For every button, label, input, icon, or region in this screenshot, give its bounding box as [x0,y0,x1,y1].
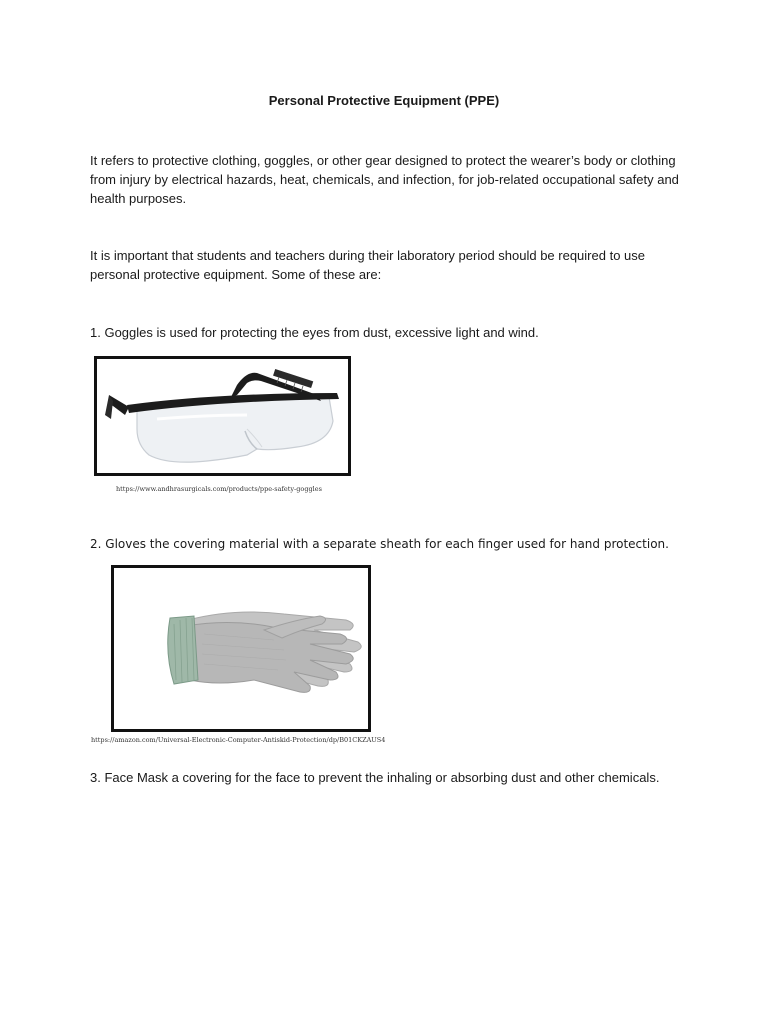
safety-goggles-illustration [97,359,348,473]
importance-paragraph: It is important that students and teachers during their laboratory period should be required to use personal protective equipment. Some of these are: [90,248,645,282]
gloves-caption: https://amazon.com/Universal-Electronic-Computer-Antiskid-Protection/dp/B01CKZAUS4 [91,736,386,744]
goggles-caption: https://www.andhrasurgicals.com/products/ppe-safety-goggles [116,485,322,493]
page-title: Personal Protective Equipment (PPE) [268,93,500,108]
gloves-image [111,565,371,732]
glove-illustration [114,568,368,729]
intro-paragraph: It refers to protective clothing, goggles, or other gear designed to protect the wearer’s body or clothing from injury by electrical hazards, heat, chemicals, and infection, for job-related occupational safety and health purposes. [90,153,679,206]
face-mask-item: 3. Face Mask a covering for the face to prevent the inhaling or absorbing dust and other chemicals. [90,770,660,785]
goggles-image [94,356,351,476]
gloves-item: 2. Gloves the covering material with a separate sheath for each finger used for hand protection. [90,537,669,551]
goggles-item: 1. Goggles is used for protecting the eyes from dust, excessive light and wind. [90,325,539,340]
